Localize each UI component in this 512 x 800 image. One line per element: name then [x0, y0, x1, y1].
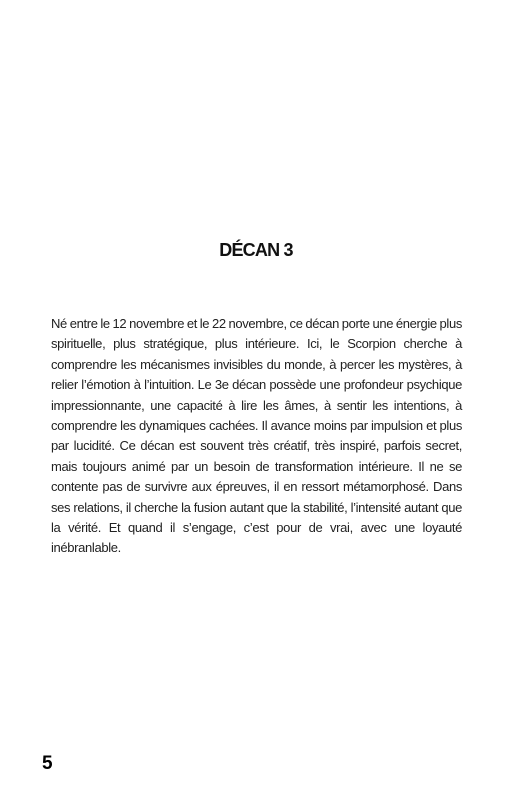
page-number: 5: [42, 753, 53, 774]
section-heading: DÉCAN 3: [219, 240, 293, 260]
body-paragraph: Né entre le 12 novembre et le 22 novembre, ce décan porte une énergie plus spirituelle, plus stratégique, plus intérieure. Ici, le Scorpion cherche à comprendre les mécanismes invisibles du monde, à percer les mystères, à relier l’émotion à l’intuition. Le 3e décan possède une profondeur psychique impressionnante, une capacité à lire les âmes, à sentir les intentions, à comprendre les dynamiques cachées. Il avance moins par impulsion et plus par lucidité. Ce décan est souvent très créatif, très inspiré, parfois secret, mais toujours animé par un besoin de transformation intérieure. Il ne se contente pas de survivre aux épreuves, il en ressort métamorphosé. Dans ses relations, il cherche la fusion autant que la stabilité, l’intensité autant que la vérité. Et quand il s’engage, c’est pour de vrai, avec une loyauté inébranlable.: [51, 316, 462, 556]
